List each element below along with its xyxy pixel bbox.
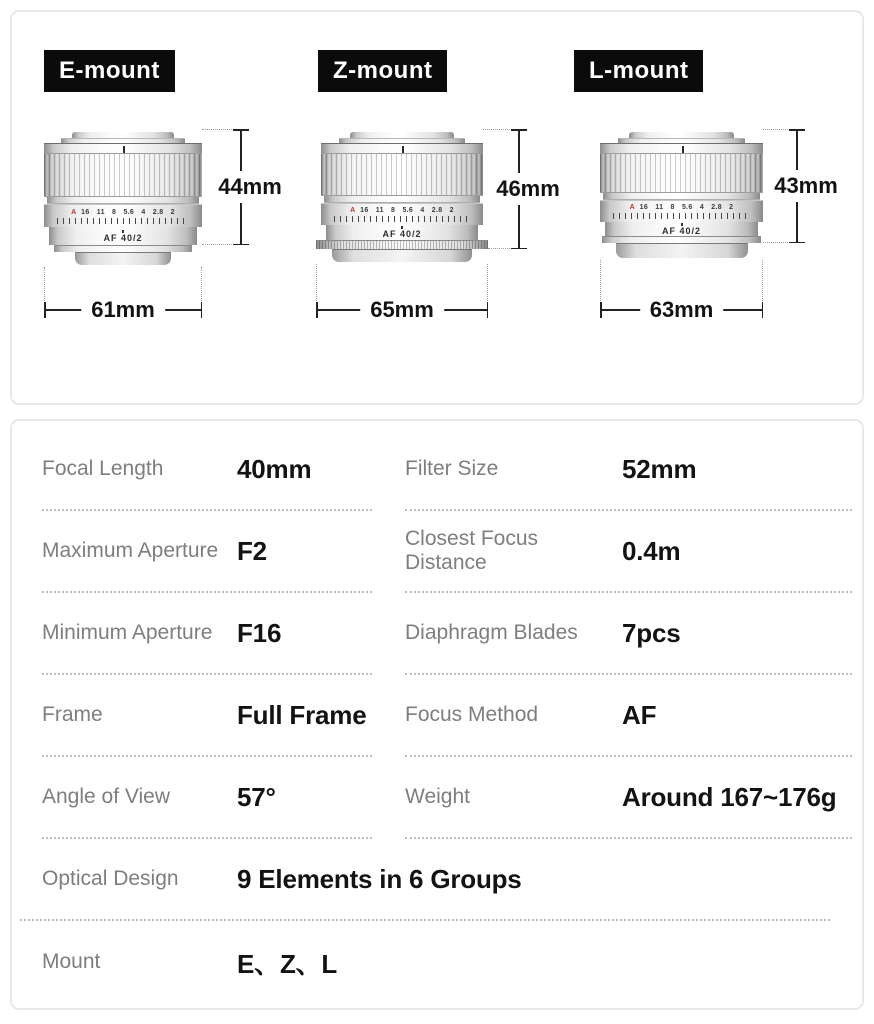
spec-cell	[405, 757, 852, 839]
lens-engraving: AF 40/2	[661, 225, 701, 236]
spec-value: 57°	[237, 781, 276, 812]
aperture-auto-mark: A	[71, 208, 77, 216]
spec-row	[42, 675, 852, 757]
width-dimension-label: 65mm	[360, 294, 444, 326]
lens-aperture-ring	[321, 203, 483, 225]
spec-value: F2	[237, 535, 267, 566]
mount-tag-e: E-mount	[44, 50, 175, 92]
lens-engraving: AF 40/2	[103, 232, 143, 243]
spec-value: 40mm	[237, 453, 312, 484]
lens-aperture-ring	[44, 204, 202, 227]
aperture-tick-marks	[613, 213, 750, 219]
specifications-card	[10, 419, 864, 1010]
height-dimension-label: 46mm	[492, 173, 564, 205]
lens-rim	[600, 143, 763, 153]
lens-mount-ring	[616, 243, 748, 258]
spec-value: Full Frame	[237, 699, 367, 730]
spec-value: E、Z、L	[237, 948, 338, 979]
spec-cell	[42, 429, 372, 511]
spec-label: Angle of View	[42, 785, 171, 808]
spec-row	[42, 429, 852, 511]
spec-cell	[405, 511, 852, 593]
aperture-stops: 16 11 8 5.6 4 2.8 2	[639, 204, 734, 211]
spec-value: 0.4m	[622, 535, 681, 566]
spec-cell	[405, 593, 852, 675]
mount-tag-z: Z-mount	[318, 50, 447, 92]
lens-rim	[321, 143, 483, 153]
lens-engraving-band	[605, 222, 758, 236]
aperture-tick-marks	[334, 216, 470, 222]
spec-value: 9 Elements in 6 Groups	[237, 863, 522, 894]
lens-mount-ring	[75, 252, 171, 265]
lens-focus-ring	[321, 153, 483, 196]
lens-illustration	[44, 132, 202, 265]
width-dimension-label: 63mm	[640, 294, 724, 326]
lens-focus-ring	[600, 153, 763, 193]
lens-rim	[44, 143, 202, 153]
lens-illustration	[600, 132, 763, 258]
spec-label: Focus Method	[405, 703, 539, 726]
aperture-stops: 16 11 8 5.6 4 2.8 2	[81, 208, 175, 216]
spec-label: Maximum Aperture	[42, 539, 219, 562]
mount-tag-l: L-mount	[574, 50, 703, 92]
lens-illustration	[321, 132, 483, 262]
lens-smooth-ring	[324, 196, 480, 203]
lens-mount-step	[54, 245, 191, 252]
lens-smooth-ring	[47, 197, 199, 204]
spec-cell	[405, 675, 852, 757]
lens-panel-l-mount	[568, 12, 846, 403]
spec-row	[42, 839, 852, 921]
spec-cell	[42, 593, 372, 675]
spec-label: Focal Length	[42, 457, 164, 480]
spec-value: Around 167~176g	[622, 781, 837, 812]
spec-cell	[20, 839, 830, 921]
lens-dimensions-card	[10, 10, 864, 405]
spec-row	[42, 757, 852, 839]
lens-smooth-ring	[603, 193, 759, 200]
lens-focus-ring	[44, 153, 202, 197]
aperture-auto-mark: A	[350, 207, 356, 214]
height-dimension-label: 44mm	[214, 171, 286, 203]
spec-row	[42, 593, 852, 675]
spec-cell	[42, 675, 372, 757]
spec-value: 52mm	[622, 453, 697, 484]
lens-aperture-ring	[600, 200, 763, 222]
spec-row	[42, 511, 852, 593]
spec-cell	[42, 921, 372, 1003]
spec-label: Diaphragm Blades	[405, 621, 578, 644]
spec-value: F16	[237, 617, 282, 648]
spec-row	[42, 921, 852, 1003]
spec-cell	[42, 511, 372, 593]
aperture-stops: 16 11 8 5.6 4 2.8 2	[360, 207, 454, 214]
spec-label: Closest Focus Distance	[405, 527, 539, 574]
lens-panel-z-mount	[290, 12, 568, 403]
spec-value: AF	[622, 699, 657, 730]
spec-label: Minimum Aperture	[42, 621, 213, 644]
spec-value: 7pcs	[622, 617, 681, 648]
lens-mount-flare	[316, 240, 488, 249]
spec-label: Mount	[42, 950, 101, 973]
lens-engraving-band	[326, 225, 478, 240]
lens-mount-ring	[332, 249, 472, 262]
spec-label: Optical Design	[42, 867, 179, 890]
spec-cell	[405, 429, 852, 511]
aperture-tick-marks	[57, 218, 190, 224]
aperture-auto-mark: A	[629, 204, 635, 211]
lens-mount-step	[602, 236, 762, 243]
spec-label: Weight	[405, 785, 470, 808]
aperture-scale	[321, 207, 483, 215]
spec-label: Filter Size	[405, 457, 499, 480]
width-dimension-label: 61mm	[81, 294, 165, 326]
height-dimension-label: 43mm	[770, 170, 842, 202]
aperture-scale	[600, 204, 763, 212]
spec-label: Frame	[42, 703, 103, 726]
lens-panel-e-mount	[12, 12, 290, 403]
spec-cell	[42, 757, 372, 839]
aperture-scale	[44, 209, 202, 217]
lens-engraving-band	[49, 227, 198, 245]
lens-engraving: AF 40/2	[382, 229, 422, 239]
